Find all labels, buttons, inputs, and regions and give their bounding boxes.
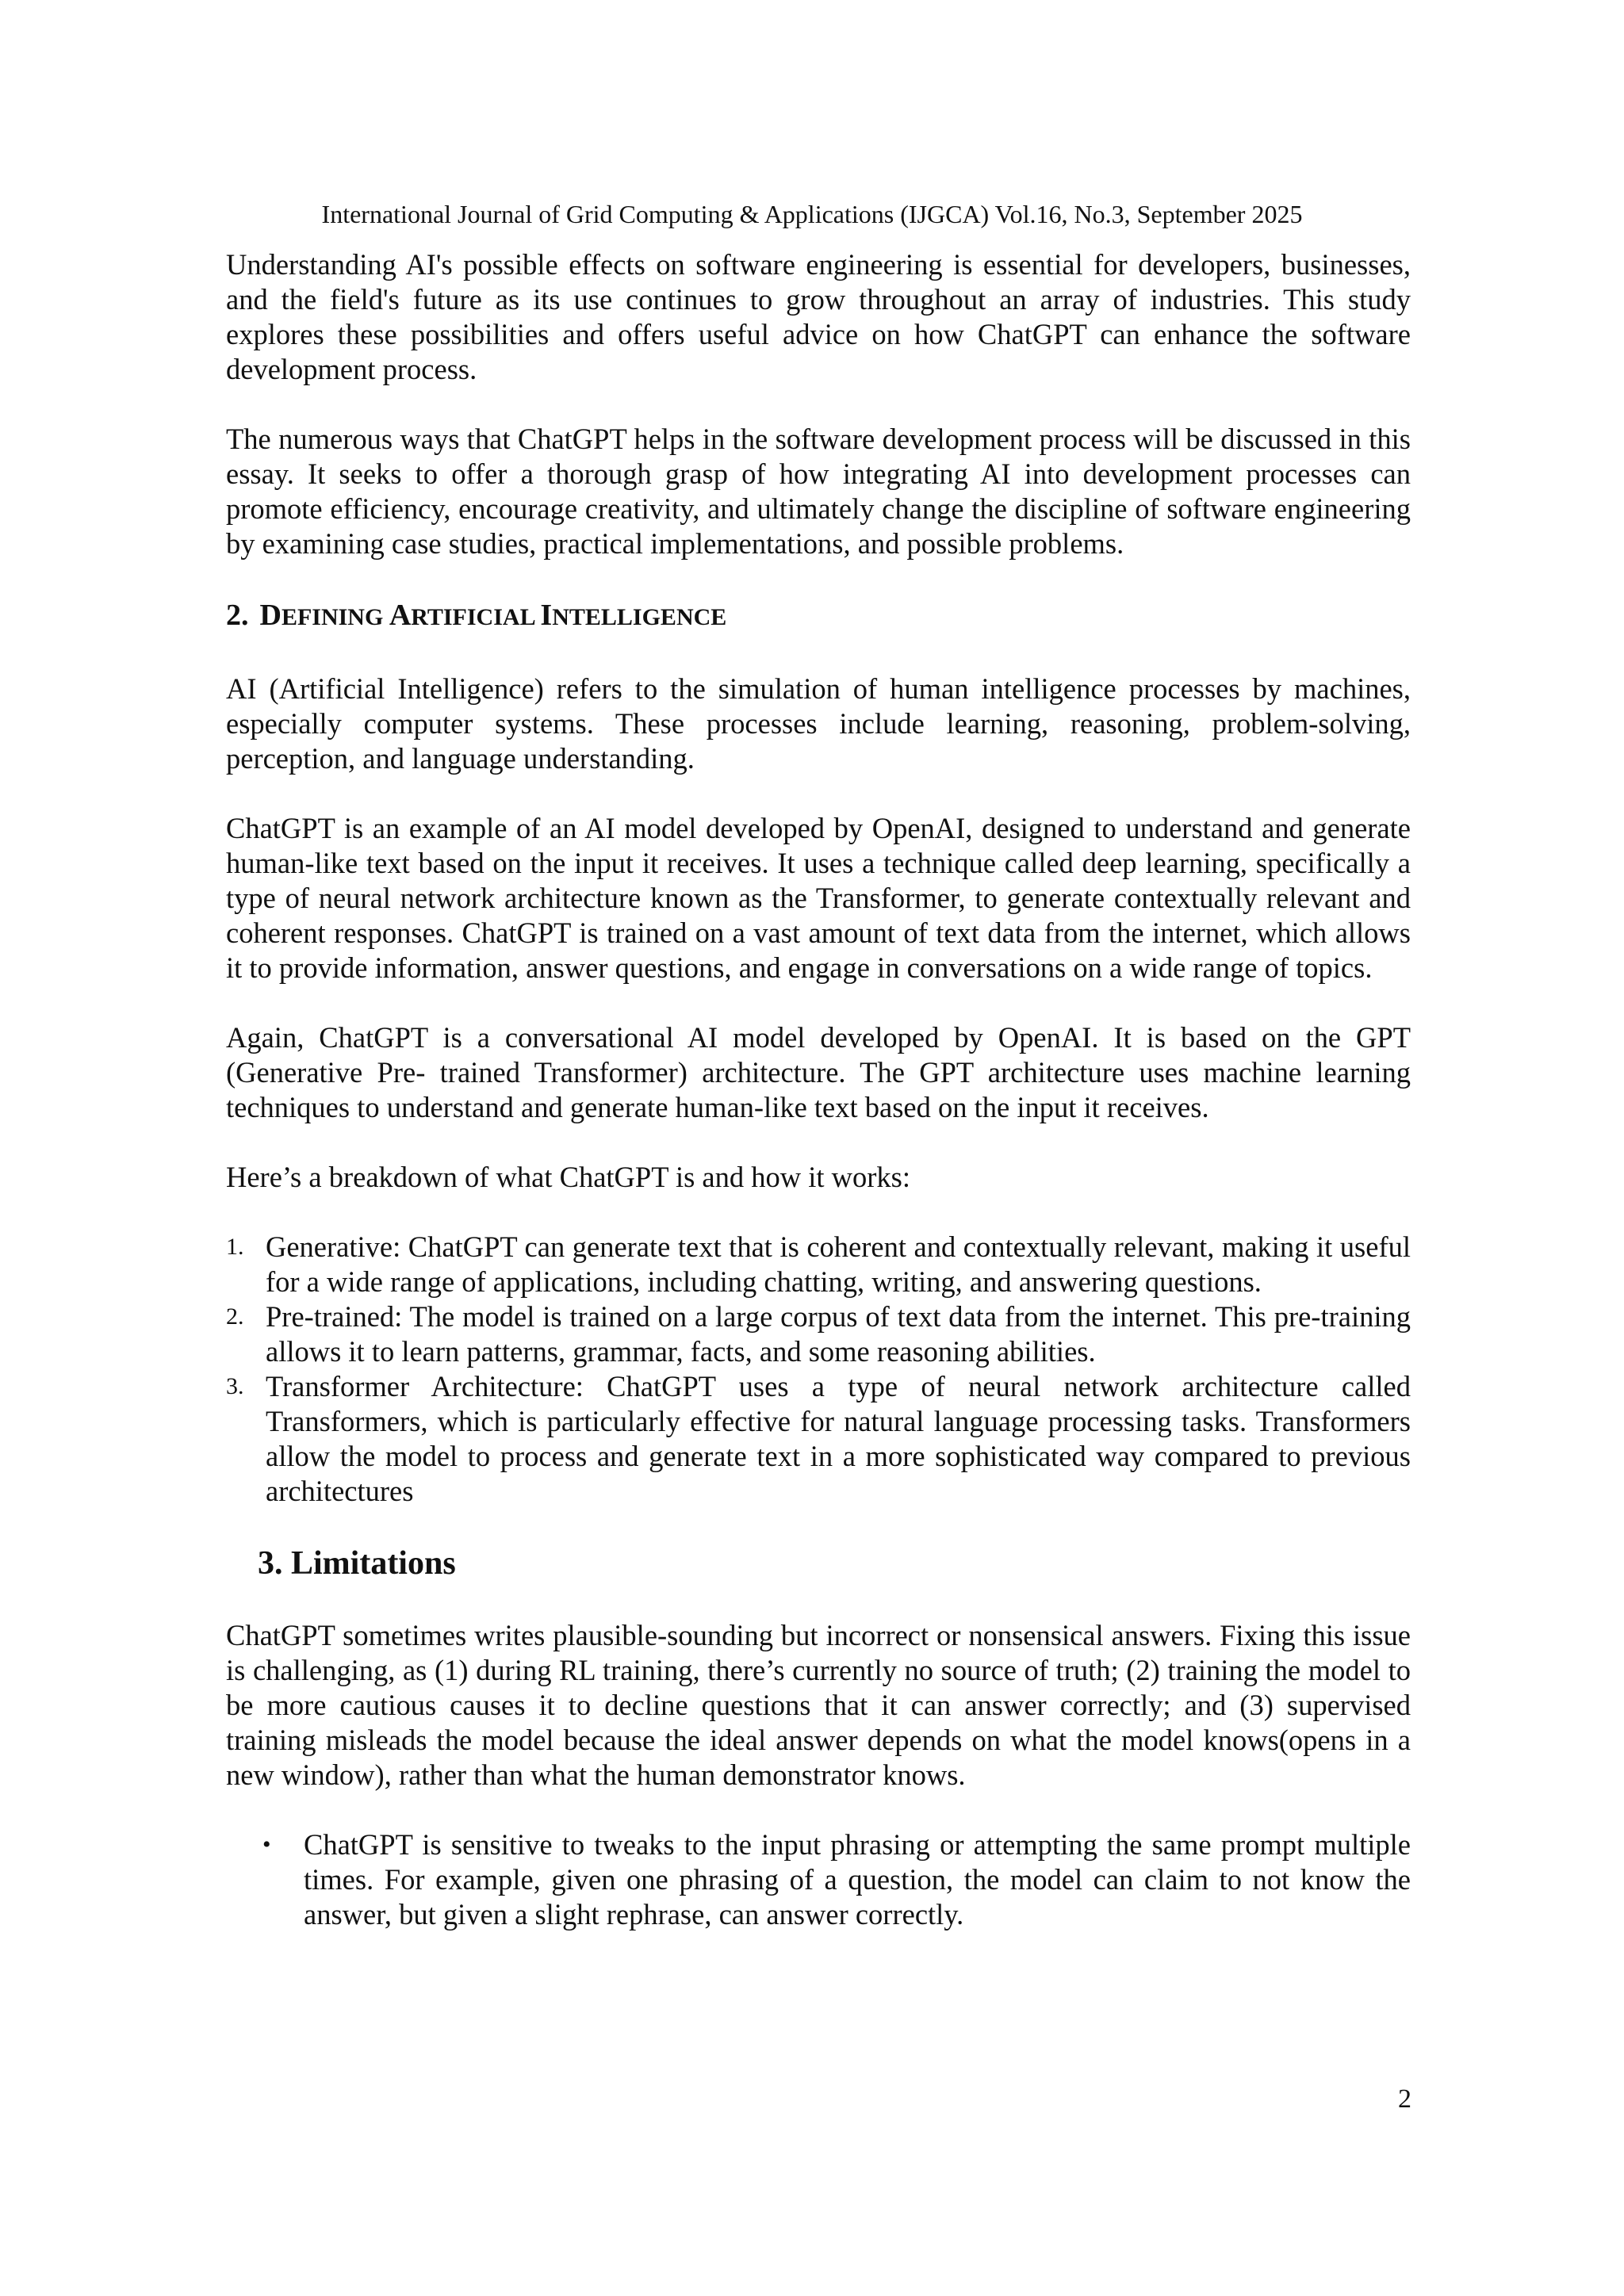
running-header: International Journal of Grid Computing & Applications (IJGCA) Vol.16, No.3, September 2025 bbox=[321, 200, 1303, 228]
list-marker: 2. bbox=[226, 1303, 244, 1330]
body-paragraph: Again, ChatGPT is a conversational AI model developed by OpenAI. It is based on the GPT (Generative Pre- trained Transformer) architecture. The GPT architecture uses machine learning techniques to understand and generate human-like text based on the input it receives. bbox=[226, 1021, 1411, 1123]
section-number: 2. bbox=[226, 599, 249, 632]
list-item-text: ChatGPT is sensitive to tweaks to the input phrasing or attempting the same prompt multiple times. For example, given one phrasing of a question, the model can claim to not know the answer, but given a slight rephrase, can answer correctly. bbox=[304, 1828, 1411, 1931]
heading-part: NTELLIGENCE bbox=[552, 604, 727, 630]
bullet-list bbox=[226, 1827, 1411, 1932]
heading-part: EFINING bbox=[281, 604, 389, 630]
page-number: 2 bbox=[1398, 2084, 1411, 2114]
body-paragraph: ChatGPT is an example of an AI model developed by OpenAI, designed to understand and generate human-like text based on the input it receives. It uses a technique called deep learning, specifically a type of neural network architecture known as the Transformer, to generate contextually relevant and coherent responses. ChatGPT is trained on a vast amount of text data from the internet, which allows it to provide information, answer questions, and engage in conversations on a wide range of topics. bbox=[226, 812, 1411, 984]
list-item bbox=[226, 1827, 1411, 1932]
section-3-heading: 3. Limitations bbox=[258, 1545, 456, 1582]
list-item bbox=[226, 1369, 1411, 1509]
heading-part: D bbox=[259, 599, 282, 632]
heading-part: RTIFICIAL bbox=[411, 604, 541, 630]
heading-part: I bbox=[540, 599, 553, 632]
list-marker: 3. bbox=[226, 1373, 244, 1399]
heading-part: A bbox=[389, 599, 412, 632]
page-body bbox=[226, 247, 1411, 1932]
body-paragraph: AI (Artificial Intelligence) refers to the simulation of human intelligence processes by machines, especially computer systems. These processes include learning, reasoning, problem-solving, perception, and language understanding. bbox=[226, 672, 1411, 775]
section-2-heading bbox=[226, 596, 1411, 637]
intro-paragraph: Understanding AI's possible effects on software engineering is essential for developers, businesses, and the field's future as its use continues to grow throughout an array of industries. This study explores these possibilities and offers useful advice on how ChatGPT can enhance the software development process. bbox=[226, 248, 1411, 385]
list-item-text: Pre-trained: The model is trained on a large corpus of text data from the internet. This pre-training allows it to learn patterns, grammar, facts, and some reasoning abilities. bbox=[266, 1300, 1411, 1368]
list-item-text: Transformer Architecture: ChatGPT uses a type of neural network architecture called Transformers, which is particularly effective for natural language processing tasks. Transformers allow the model to process and generate text in a more sophisticated way compared to previous architectures bbox=[266, 1370, 1411, 1507]
list-item bbox=[226, 1299, 1411, 1369]
intro-paragraph: The numerous ways that ChatGPT helps in the software development process will be discussed in this essay. It seeks to offer a thorough grasp of how integrating AI into development processes can promote efficiency, encourage creativity, and ultimately change the discipline of software engineering by examining case studies, practical implementations, and possible problems. bbox=[226, 423, 1411, 560]
list-marker: 1. bbox=[226, 1234, 244, 1260]
body-paragraph: Here’s a breakdown of what ChatGPT is and how it works: bbox=[226, 1161, 911, 1193]
numbered-list bbox=[226, 1230, 1411, 1509]
body-paragraph: ChatGPT sometimes writes plausible-sounding but incorrect or nonsensical answers. Fixing this issue is challenging, as (1) during RL training, there’s currently no source of truth; (2) training the model to be more cautious causes it to decline questions that it can answer correctly; and (3) supervised training misleads the model because the ideal answer depends on what the model knows(opens in a new window), rather than what the human demonstrator knows. bbox=[226, 1619, 1411, 1791]
list-item bbox=[226, 1230, 1411, 1299]
list-item-text: Generative: ChatGPT can generate text that is coherent and contextually relevant, making it useful for a wide range of applications, including chatting, writing, and answering questions. bbox=[266, 1230, 1411, 1298]
bullet-marker: • bbox=[262, 1831, 271, 1858]
